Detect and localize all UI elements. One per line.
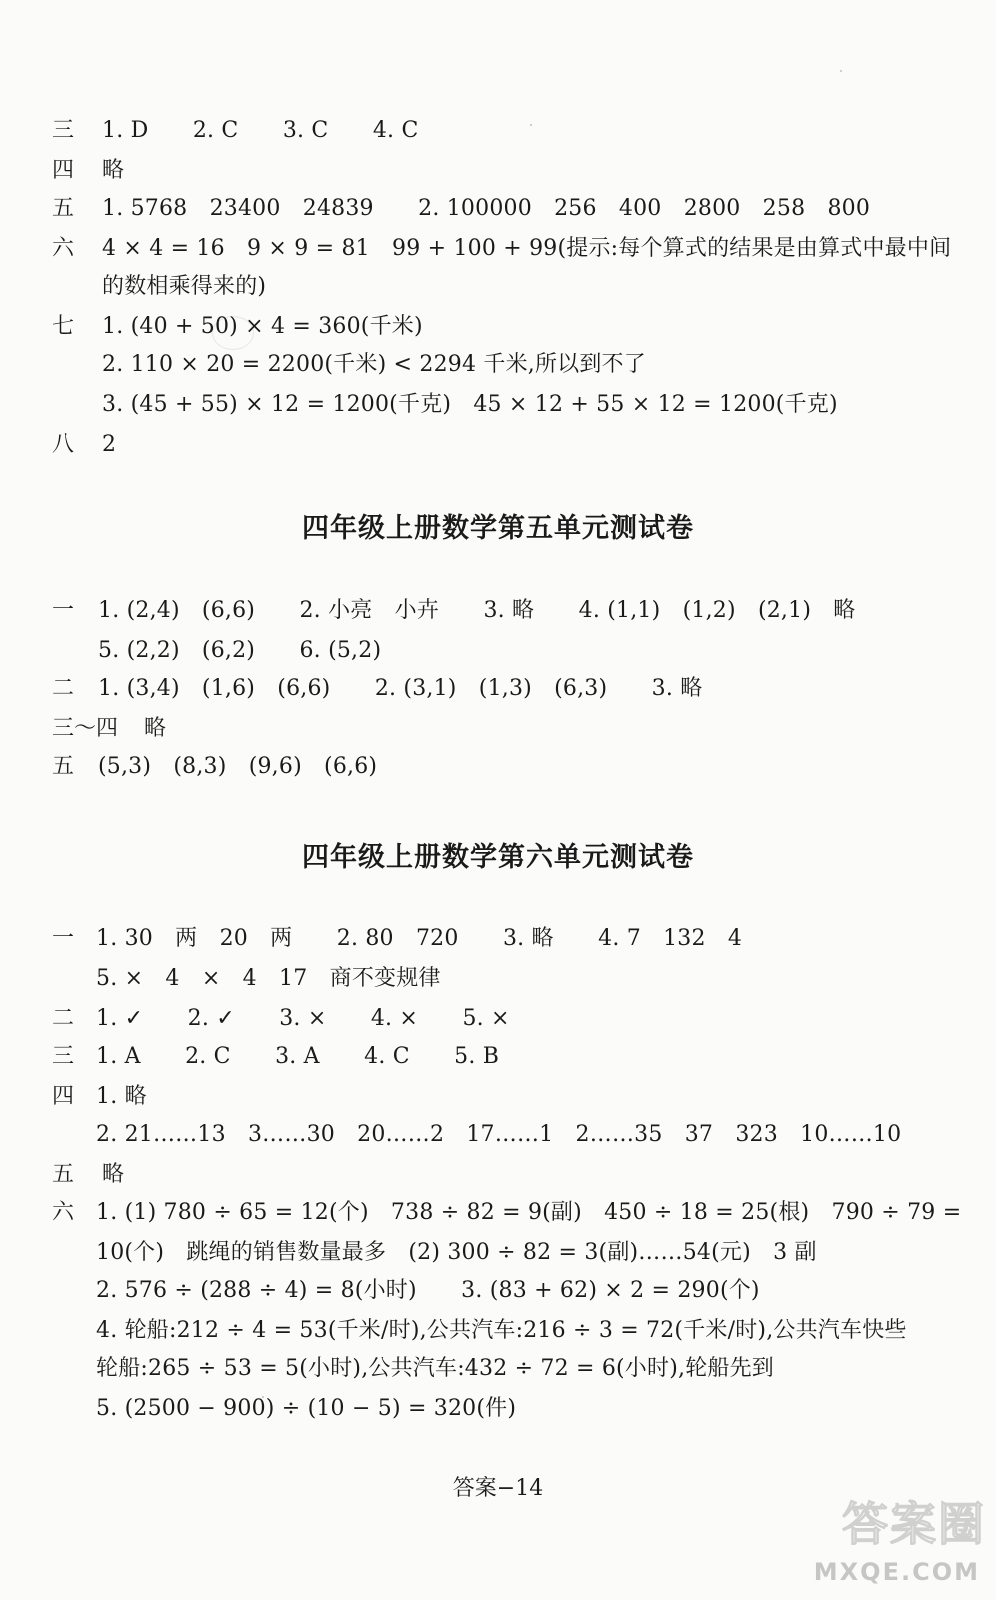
section-prev-label-4: 四 <box>52 158 75 183</box>
section-prev-line-7-3: 3. (45 + 55) × 12 = 1200(千克) 45 × 12 + 55 × 12 = 1200(千克) <box>102 392 838 417</box>
unit6-line-6-2: 2. 576 ÷ (288 ÷ 4) = 8(小时) 3. (83 + 62) × 2 = 290(个) <box>96 1278 760 1303</box>
unit5-line-5: (5,3) (8,3) (9,6) (6,6) <box>98 754 378 779</box>
unit5-label-1: 一 <box>52 598 75 623</box>
unit6-line-4: 1. 略 <box>96 1084 147 1109</box>
section-prev-label-3: 三 <box>52 118 75 143</box>
section-prev-line-7-2: 2. 110 × 20 = 2200(千米) < 2294 千米,所以到不了 <box>102 352 646 377</box>
scan-speck <box>530 124 532 126</box>
unit6-label-6: 六 <box>52 1200 75 1225</box>
unit5-label-2: 二 <box>52 676 75 701</box>
unit5-line-2: 1. (3,4) (1,6) (6,6) 2. (3,1) (1,3) (6,3) 3. 略 <box>98 676 703 701</box>
faint-stamp-mark <box>212 316 254 350</box>
section-prev-line-5: 1. 5768 23400 24839 2. 100000 256 400 2800 258 800 <box>102 196 871 221</box>
unit6-line-6-1-cont: 10(个) 跳绳的销售数量最多 (2) 300 ÷ 82 = 3(副)……54(元) 3 副 <box>96 1240 817 1265</box>
section-prev-label-6: 六 <box>52 236 75 261</box>
section-prev-line-6-cont: 的数相乘得来的) <box>102 274 267 299</box>
unit6-label-3: 三 <box>52 1044 75 1069</box>
unit6-line-2: 1. ✓ 2. ✓ 3. × 4. × 5. × <box>96 1006 510 1031</box>
unit6-label-2: 二 <box>52 1006 75 1031</box>
unit6-line-1: 1. 30 两 20 两 2. 80 720 3. 略 4. 7 132 4 <box>96 926 743 951</box>
unit6-label-4: 四 <box>52 1084 75 1109</box>
unit5-line-1: 1. (2,4) (6,6) 2. 小亮 小卉 3. 略 4. (1,1) (1,2) (2,1) 略 <box>98 598 856 623</box>
section-prev-line-3: 1. D 2. C 3. C 4. C <box>102 118 419 143</box>
unit6-label-1: 一 <box>52 926 75 951</box>
section-prev-line-6: 4 × 4 = 16 9 × 9 = 81 99 + 100 + 99(提示:每个算式的结果是由算式中最中间 <box>102 236 952 261</box>
unit5-line-3-4: 略 <box>144 716 167 741</box>
unit6-line-6-4-cont: 轮船:265 ÷ 53 = 5(小时),公共汽车:432 ÷ 72 = 6(小时),轮船先到 <box>96 1356 774 1381</box>
watermark-url-text: MXQE.COM <box>813 1558 980 1586</box>
unit6-line-5: 略 <box>102 1162 125 1187</box>
section-prev-line-7-1: 1. (40 + 50) × 4 = 360(千米) <box>102 314 423 339</box>
page-number: 答案−14 <box>452 1476 544 1501</box>
scan-speck <box>840 70 842 72</box>
section-prev-label-8: 八 <box>52 432 75 457</box>
unit6-label-5: 五 <box>52 1162 75 1187</box>
scan-speck <box>262 1396 264 1398</box>
section-prev-line-4: 略 <box>102 158 125 183</box>
unit5-label-3-4: 三～四 <box>52 716 119 741</box>
unit6-title: 四年级上册数学第六单元测试卷 <box>302 842 694 873</box>
site-watermark <box>786 1494 986 1594</box>
unit6-line-6-4: 4. 轮船:212 ÷ 4 = 53(千米/时),公共汽车:216 ÷ 3 = 72(千米/时),公共汽车快些 <box>96 1318 907 1343</box>
unit5-line-1-cont: 5. (2,2) (6,2) 6. (5,2) <box>98 638 382 663</box>
unit6-line-4-cont: 2. 21……13 3……30 20……2 17……1 2……35 37 323 10……10 <box>96 1122 902 1147</box>
unit6-line-3: 1. A 2. C 3. A 4. C 5. B <box>96 1044 500 1069</box>
unit6-line-6-5: 5. (2500 − 900) ÷ (10 − 5) = 320(件) <box>96 1396 517 1421</box>
section-prev-label-7: 七 <box>52 314 75 339</box>
unit5-label-5: 五 <box>52 754 75 779</box>
unit6-line-1-cont: 5. × 4 × 4 17 商不变规律 <box>96 966 441 991</box>
section-prev-line-8: 2 <box>102 432 117 457</box>
unit5-title: 四年级上册数学第五单元测试卷 <box>302 513 694 544</box>
section-prev-label-5: 五 <box>52 196 75 221</box>
watermark-logo-text: 答案圈 <box>842 1497 986 1551</box>
unit6-line-6-1: 1. (1) 780 ÷ 65 = 12(个) 738 ÷ 82 = 9(副) 450 ÷ 18 = 25(根) 790 ÷ 79 = <box>96 1200 962 1225</box>
